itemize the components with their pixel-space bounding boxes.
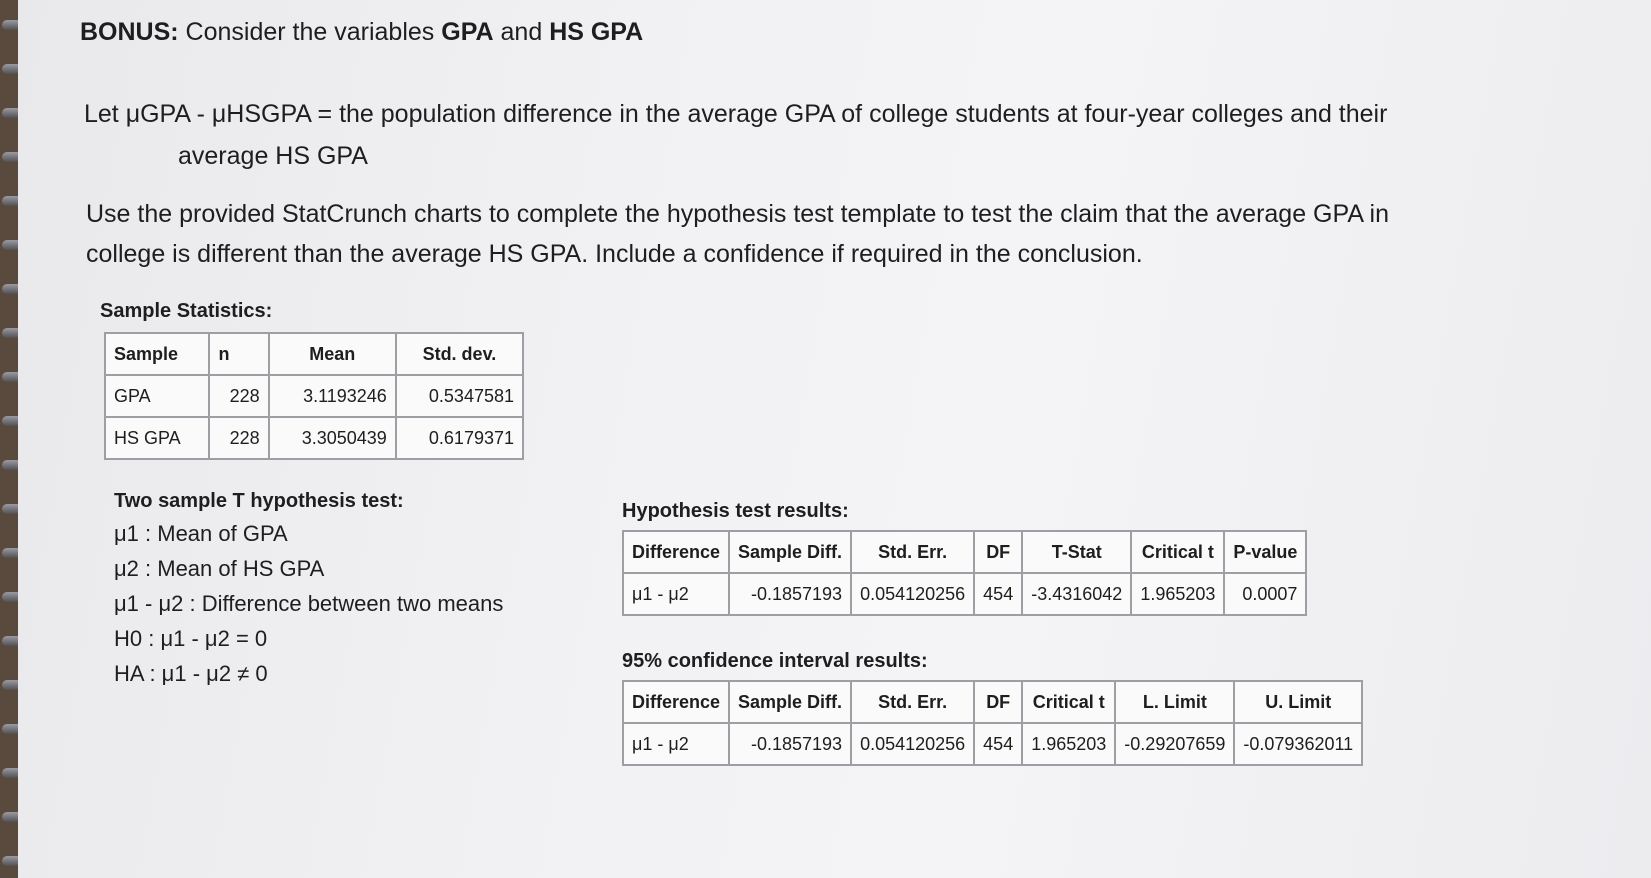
document-page [18, 0, 1651, 878]
table-cell: GPA [105, 375, 209, 417]
column-header: U. Limit [1234, 681, 1362, 723]
confidence-interval-caption: 95% confidence interval results: [622, 650, 928, 672]
table-row [105, 417, 523, 459]
table-cell: 3.3050439 [269, 417, 396, 459]
table-cell: 228 [209, 417, 268, 459]
hypothesis-results-table [622, 530, 1307, 616]
column-header: Critical t [1131, 531, 1224, 573]
table-cell: 1.965203 [1131, 573, 1224, 615]
table-row [623, 573, 1306, 615]
table-cell: 0.054120256 [851, 723, 974, 765]
alternative-hypothesis: HA : μ1 - μ2 ≠ 0 [114, 661, 268, 686]
confidence-interval-table [622, 680, 1363, 766]
heading-and: and [493, 18, 550, 46]
table-cell: 3.1193246 [269, 375, 396, 417]
column-header: T-Stat [1022, 531, 1131, 573]
hypothesis-line: μ1 : Mean of GPA [114, 521, 288, 546]
hypothesis-line: μ1 - μ2 : Difference between two means [114, 591, 504, 616]
hypothesis-title: Two sample T hypothesis test: [114, 490, 404, 512]
table-cell: -0.1857193 [729, 573, 851, 615]
column-header: L. Limit [1115, 681, 1234, 723]
table-header-row [105, 333, 523, 375]
column-header: n [209, 333, 268, 375]
column-header: DF [974, 681, 1022, 723]
table-cell: 0.6179371 [396, 417, 523, 459]
column-header: Difference [623, 681, 729, 723]
table-cell: μ1 - μ2 [623, 573, 729, 615]
table-cell: 0.054120256 [851, 573, 974, 615]
table-cell: 454 [974, 723, 1022, 765]
column-header: Sample [105, 333, 209, 375]
table-header-row [623, 681, 1362, 723]
sample-statistics-caption: Sample Statistics: [100, 300, 273, 322]
column-header: DF [974, 531, 1022, 573]
instructions-line-2: college is different than the average HS GPA. Include a confidence if required in the conclusion. [86, 240, 1143, 268]
column-header: Mean [269, 333, 396, 375]
table-row [623, 723, 1362, 765]
column-header: Std. Err. [851, 531, 974, 573]
column-header: Sample Diff. [729, 531, 851, 573]
table-cell: -0.1857193 [729, 723, 851, 765]
table-cell: -0.079362011 [1234, 723, 1362, 765]
table-cell: 0.0007 [1224, 573, 1306, 615]
table-row [105, 375, 523, 417]
table-cell: μ1 - μ2 [623, 723, 729, 765]
column-header: P-value [1224, 531, 1306, 573]
bonus-label: BONUS: [80, 18, 179, 46]
sample-statistics-table [104, 332, 524, 460]
table-header-row [623, 531, 1306, 573]
hypothesis-line: μ2 : Mean of HS GPA [114, 556, 325, 581]
column-header: Sample Diff. [729, 681, 851, 723]
table-cell: 1.965203 [1022, 723, 1115, 765]
variable-hs-gpa: HS GPA [549, 18, 644, 46]
table-cell: 454 [974, 573, 1022, 615]
column-header: Std. dev. [396, 333, 523, 375]
table-cell: 228 [209, 375, 268, 417]
table-cell: -0.29207659 [1115, 723, 1234, 765]
hypothesis-template [114, 490, 503, 696]
definition-line-2: average HS GPA [178, 142, 368, 170]
variable-gpa: GPA [441, 18, 494, 46]
null-hypothesis: H0 : μ1 - μ2 = 0 [114, 626, 268, 651]
column-header: Difference [623, 531, 729, 573]
bonus-heading [80, 18, 643, 47]
table-cell: 0.5347581 [396, 375, 523, 417]
table-cell: HS GPA [105, 417, 209, 459]
column-header: Critical t [1022, 681, 1115, 723]
column-header: Std. Err. [851, 681, 974, 723]
definition-line-1: Let μGPA - μHSGPA = the population difference in the average GPA of college students at four-year colleges and their [84, 100, 1388, 128]
instructions-line-1: Use the provided StatCrunch charts to complete the hypothesis test template to test the claim that the average GPA in [86, 200, 1390, 228]
table-cell: -3.4316042 [1022, 573, 1131, 615]
hypothesis-results-caption: Hypothesis test results: [622, 500, 849, 522]
heading-text: Consider the variables [178, 18, 442, 46]
